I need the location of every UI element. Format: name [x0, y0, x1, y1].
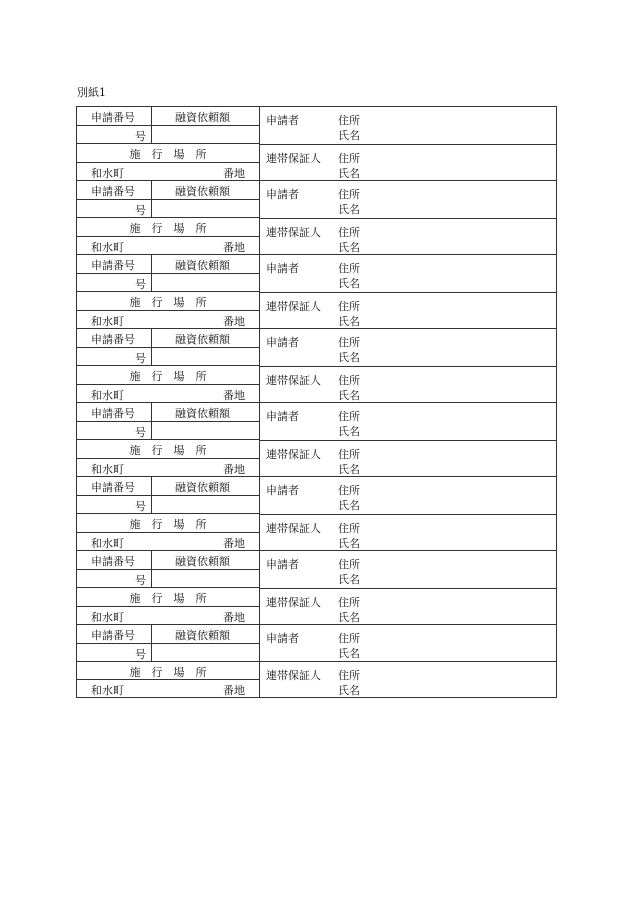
guarantor-section: [260, 661, 556, 697]
column-divider: [151, 255, 152, 273]
site-label: 施 行 場 所: [129, 444, 207, 458]
applicant-label: 申請者: [266, 410, 299, 423]
application-entry: [76, 106, 557, 180]
guarantor-name-label: 氏名: [338, 314, 360, 328]
number-amount-value-row: [77, 199, 259, 217]
entry-right-column: [260, 255, 556, 328]
number-suffix: 号: [135, 426, 146, 440]
guarantor-label: 連帯保証人: [266, 225, 321, 239]
guarantor-section: [260, 218, 556, 255]
lot-suffix: 番地: [223, 536, 245, 550]
entry-left-column: [77, 477, 260, 550]
site-label: 施 行 場 所: [129, 148, 207, 162]
site-label: 施 行 場 所: [129, 296, 207, 310]
applicant-name-label: 氏名: [338, 203, 360, 216]
entry-left-column: [77, 255, 260, 328]
number-amount-header-row: [77, 403, 259, 421]
number-amount-value-row: [77, 643, 259, 661]
applicant-address-label: 住所: [338, 484, 360, 497]
column-divider: [151, 107, 152, 125]
site-value-row: [77, 236, 259, 254]
guarantor-address-label: 住所: [338, 521, 360, 535]
guarantor-address-label: 住所: [338, 299, 360, 313]
town-name: 和水町: [91, 610, 124, 624]
applicant-name-label: 氏名: [338, 425, 360, 438]
lot-suffix: 番地: [223, 683, 245, 697]
application-number-label: 申請番号: [91, 333, 135, 346]
guarantor-name-label: 氏名: [338, 388, 360, 402]
guarantor-label: 連帯保証人: [266, 595, 321, 609]
document-label: 別紙1: [77, 86, 106, 99]
column-divider: [151, 570, 152, 587]
application-number-label: 申請番号: [91, 555, 135, 568]
entry-left-column: [77, 551, 260, 624]
applicant-label: 申請者: [266, 336, 299, 349]
number-suffix: 号: [135, 130, 146, 144]
town-name: 和水町: [91, 388, 124, 402]
guarantor-address-label: 住所: [338, 225, 360, 239]
applicant-name-label: 氏名: [338, 647, 360, 660]
lot-suffix: 番地: [223, 166, 245, 180]
applicant-name-label: 氏名: [338, 499, 360, 512]
column-divider: [151, 181, 152, 199]
entry-left-column: [77, 329, 260, 402]
guarantor-section: [260, 292, 556, 329]
guarantor-address-label: 住所: [338, 668, 360, 682]
loan-application-form: [76, 106, 557, 698]
town-name: 和水町: [91, 683, 124, 697]
site-value-row: [77, 606, 259, 624]
applicant-address-label: 住所: [338, 262, 360, 275]
town-name: 和水町: [91, 240, 124, 254]
loan-amount-label: 融資依頼額: [175, 333, 230, 346]
site-header-row: [77, 661, 259, 679]
applicant-address-label: 住所: [338, 336, 360, 349]
column-divider: [151, 329, 152, 347]
entry-right-column: [260, 625, 556, 697]
lot-suffix: 番地: [223, 314, 245, 328]
applicant-section: [260, 181, 556, 218]
loan-amount-label: 融資依頼額: [175, 481, 230, 494]
guarantor-address-label: 住所: [338, 151, 360, 165]
site-label: 施 行 場 所: [129, 370, 207, 384]
applicant-address-label: 住所: [338, 632, 360, 645]
guarantor-label: 連帯保証人: [266, 373, 321, 387]
applicant-section: [260, 107, 556, 144]
applicant-label: 申請者: [266, 114, 299, 127]
applicant-section: [260, 551, 556, 588]
site-header-row: [77, 217, 259, 235]
entry-right-column: [260, 551, 556, 624]
application-entry: [76, 180, 557, 254]
applicant-address-label: 住所: [338, 558, 360, 571]
applicant-address-label: 住所: [338, 188, 360, 201]
lot-suffix: 番地: [223, 388, 245, 402]
loan-amount-label: 融資依頼額: [175, 407, 230, 420]
entry-left-column: [77, 181, 260, 254]
guarantor-label: 連帯保証人: [266, 668, 321, 682]
number-suffix: 号: [135, 574, 146, 588]
applicant-name-label: 氏名: [338, 573, 360, 586]
site-value-row: [77, 679, 259, 697]
entry-left-column: [77, 403, 260, 476]
site-header-row: [77, 439, 259, 457]
number-amount-header-row: [77, 107, 259, 125]
lot-suffix: 番地: [223, 240, 245, 254]
applicant-section: [260, 329, 556, 366]
applicant-label: 申請者: [266, 632, 299, 645]
number-suffix: 号: [135, 647, 146, 661]
application-number-label: 申請番号: [91, 259, 135, 272]
guarantor-section: [260, 514, 556, 551]
applicant-label: 申請者: [266, 188, 299, 201]
guarantor-name-label: 氏名: [338, 610, 360, 624]
column-divider: [151, 496, 152, 513]
entry-left-column: [77, 107, 260, 180]
number-amount-value-row: [77, 125, 259, 143]
number-amount-header-row: [77, 625, 259, 643]
entry-left-column: [77, 625, 260, 697]
loan-amount-label: 融資依頼額: [175, 111, 230, 124]
column-divider: [151, 126, 152, 143]
entry-right-column: [260, 107, 556, 180]
entry-right-column: [260, 403, 556, 476]
number-amount-header-row: [77, 255, 259, 273]
guarantor-address-label: 住所: [338, 595, 360, 609]
number-amount-header-row: [77, 551, 259, 569]
number-amount-value-row: [77, 273, 259, 291]
guarantor-label: 連帯保証人: [266, 521, 321, 535]
loan-amount-label: 融資依頼額: [175, 259, 230, 272]
number-suffix: 号: [135, 278, 146, 292]
number-amount-header-row: [77, 181, 259, 199]
column-divider: [151, 403, 152, 421]
town-name: 和水町: [91, 314, 124, 328]
site-value-row: [77, 458, 259, 476]
application-number-label: 申請番号: [91, 111, 135, 124]
town-name: 和水町: [91, 166, 124, 180]
entry-right-column: [260, 329, 556, 402]
application-entry: [76, 550, 557, 624]
number-suffix: 号: [135, 204, 146, 218]
application-entry: [76, 254, 557, 328]
applicant-label: 申請者: [266, 558, 299, 571]
number-suffix: 号: [135, 352, 146, 366]
town-name: 和水町: [91, 462, 124, 476]
site-value-row: [77, 162, 259, 180]
site-label: 施 行 場 所: [129, 592, 207, 606]
column-divider: [151, 625, 152, 643]
column-divider: [151, 274, 152, 291]
number-amount-value-row: [77, 569, 259, 587]
column-divider: [151, 422, 152, 439]
town-name: 和水町: [91, 536, 124, 550]
site-header-row: [77, 513, 259, 531]
applicant-label: 申請者: [266, 484, 299, 497]
lot-suffix: 番地: [223, 610, 245, 624]
applicant-address-label: 住所: [338, 410, 360, 423]
site-header-row: [77, 143, 259, 161]
applicant-section: [260, 477, 556, 514]
applicant-name-label: 氏名: [338, 351, 360, 364]
site-label: 施 行 場 所: [129, 665, 207, 679]
guarantor-section: [260, 588, 556, 625]
site-header-row: [77, 291, 259, 309]
guarantor-label: 連帯保証人: [266, 299, 321, 313]
guarantor-name-label: 氏名: [338, 166, 360, 180]
guarantor-name-label: 氏名: [338, 683, 360, 697]
application-entry: [76, 476, 557, 550]
column-divider: [151, 644, 152, 661]
site-header-row: [77, 587, 259, 605]
site-header-row: [77, 365, 259, 383]
guarantor-label: 連帯保証人: [266, 447, 321, 461]
guarantor-address-label: 住所: [338, 447, 360, 461]
applicant-label: 申請者: [266, 262, 299, 275]
loan-amount-label: 融資依頼額: [175, 185, 230, 198]
applicant-name-label: 氏名: [338, 277, 360, 290]
column-divider: [151, 477, 152, 495]
loan-amount-label: 融資依頼額: [175, 555, 230, 568]
entry-right-column: [260, 477, 556, 550]
guarantor-section: [260, 440, 556, 477]
site-label: 施 行 場 所: [129, 518, 207, 532]
application-entry: [76, 328, 557, 402]
applicant-name-label: 氏名: [338, 129, 360, 142]
application-number-label: 申請番号: [91, 629, 135, 642]
number-amount-header-row: [77, 329, 259, 347]
number-amount-value-row: [77, 347, 259, 365]
guarantor-name-label: 氏名: [338, 240, 360, 254]
guarantor-section: [260, 144, 556, 181]
column-divider: [151, 551, 152, 569]
site-value-row: [77, 532, 259, 550]
number-amount-value-row: [77, 495, 259, 513]
application-entry: [76, 402, 557, 476]
applicant-section: [260, 255, 556, 292]
guarantor-name-label: 氏名: [338, 536, 360, 550]
guarantor-name-label: 氏名: [338, 462, 360, 476]
application-number-label: 申請番号: [91, 185, 135, 198]
guarantor-section: [260, 366, 556, 403]
applicant-address-label: 住所: [338, 114, 360, 127]
number-suffix: 号: [135, 500, 146, 514]
column-divider: [151, 200, 152, 217]
lot-suffix: 番地: [223, 462, 245, 476]
application-entry: [76, 624, 557, 698]
site-value-row: [77, 384, 259, 402]
applicant-section: [260, 403, 556, 440]
loan-amount-label: 融資依頼額: [175, 629, 230, 642]
site-label: 施 行 場 所: [129, 222, 207, 236]
applicant-section: [260, 625, 556, 661]
column-divider: [151, 348, 152, 365]
number-amount-value-row: [77, 421, 259, 439]
guarantor-label: 連帯保証人: [266, 151, 321, 165]
number-amount-header-row: [77, 477, 259, 495]
entry-right-column: [260, 181, 556, 254]
application-number-label: 申請番号: [91, 481, 135, 494]
application-number-label: 申請番号: [91, 407, 135, 420]
site-value-row: [77, 310, 259, 328]
guarantor-address-label: 住所: [338, 373, 360, 387]
